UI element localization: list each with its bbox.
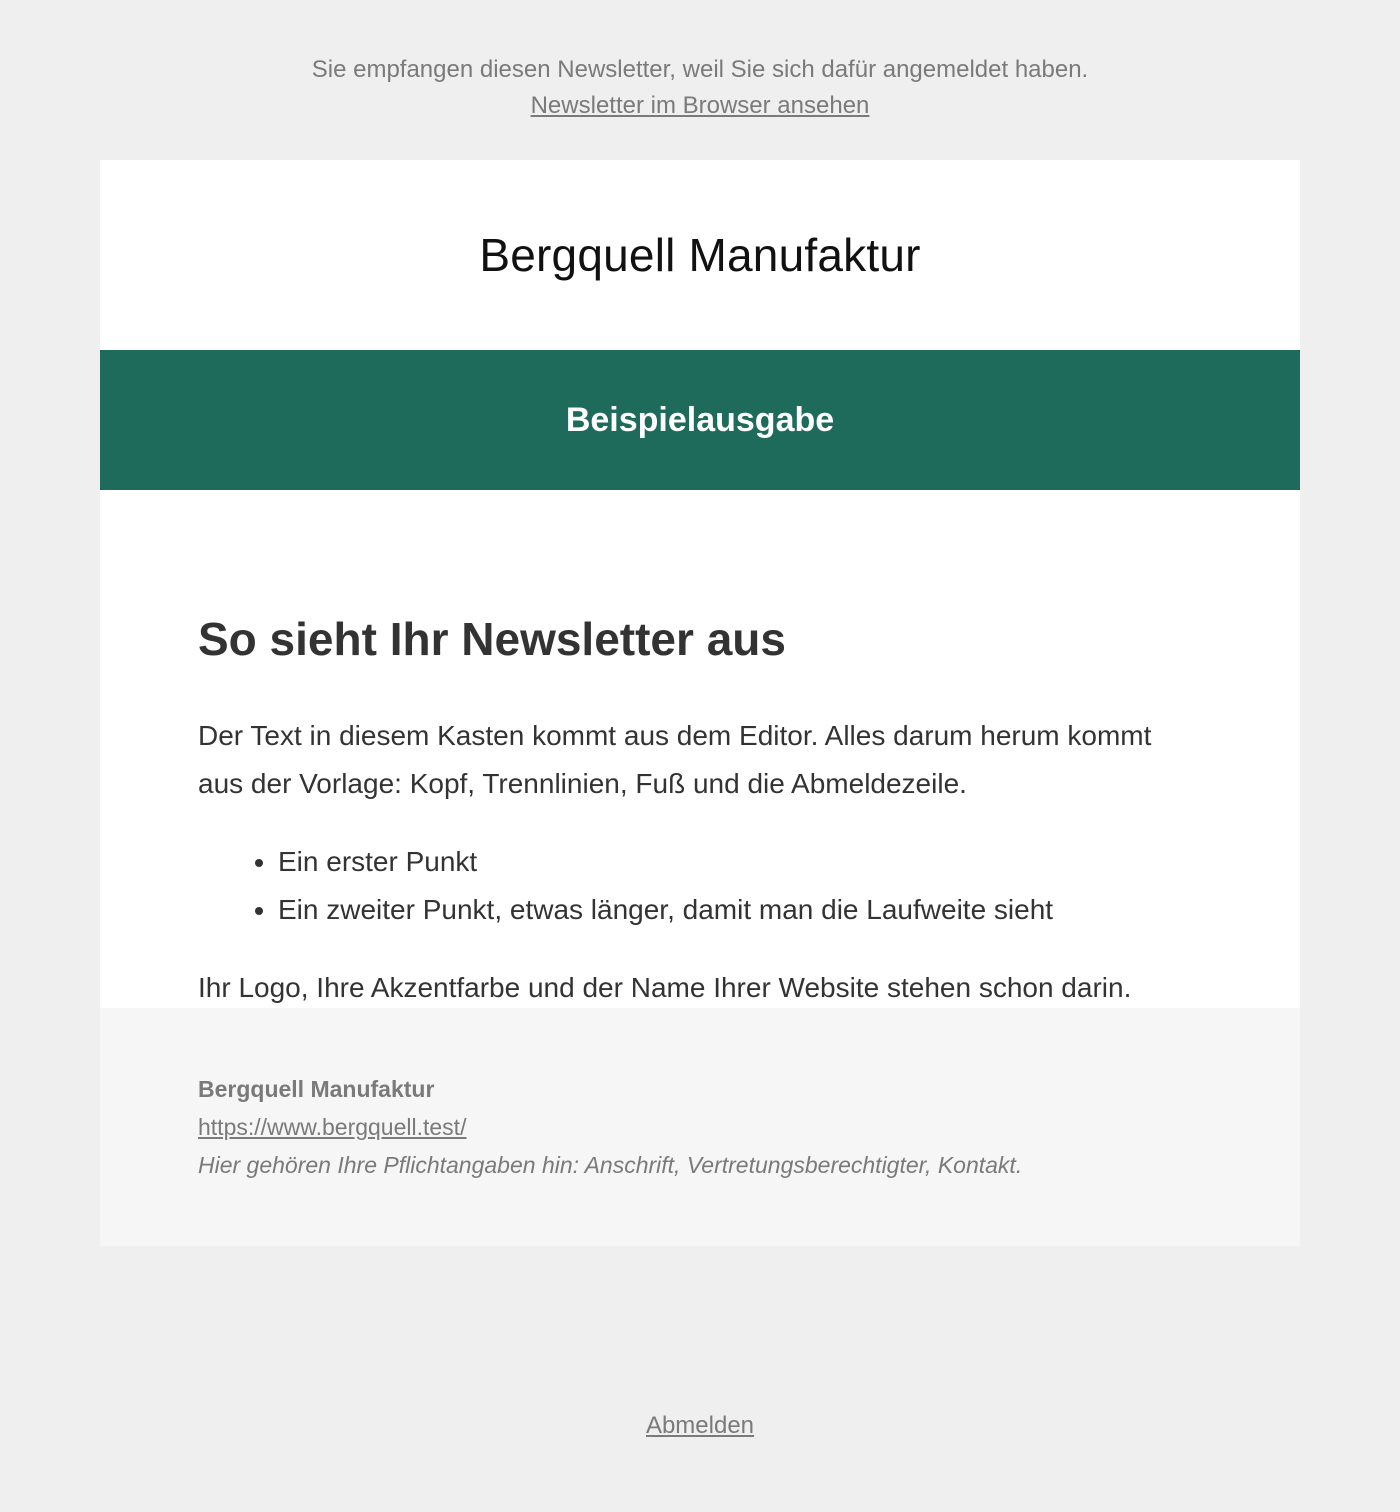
list-item: • Ein erster Punkt bbox=[278, 838, 1202, 886]
unsubscribe-row bbox=[0, 1408, 1400, 1444]
preheader bbox=[0, 0, 1400, 119]
issue-banner-label: Beispielausgabe bbox=[565, 400, 835, 439]
content-intro: Der Text in diesem Kasten kommt aus dem Editor. Alles darum herum kommt aus der Vorlage: Kopf, Trennlinien, Fuß und die Abmeldezeile. bbox=[198, 720, 1152, 799]
newsletter-content bbox=[100, 490, 1300, 1008]
content-list bbox=[198, 838, 1202, 934]
content-heading: So sieht Ihr Newsletter aus bbox=[198, 613, 786, 665]
brand-header bbox=[100, 160, 1300, 350]
brand-name: Bergquell Manufaktur bbox=[479, 229, 921, 281]
unsubscribe-link[interactable]: Abmelden bbox=[645, 1412, 755, 1439]
view-in-browser-link[interactable]: Newsletter im Browser ansehen bbox=[530, 92, 870, 119]
newsletter-footer bbox=[100, 1008, 1300, 1246]
footer-company: Bergquell Manufaktur bbox=[198, 1076, 435, 1102]
issue-banner bbox=[100, 350, 1300, 490]
footer-website-link[interactable]: https://www.bergquell.test/ bbox=[198, 1114, 467, 1140]
content-closing: Ihr Logo, Ihre Akzentfarbe und der Name Ihrer Website stehen schon darin. bbox=[198, 972, 1132, 1003]
preheader-notice: Sie empfangen diesen Newsletter, weil Sie sich dafür angemeldet haben. bbox=[311, 56, 1089, 83]
newsletter-card bbox=[100, 160, 1300, 1246]
list-item: • Ein zweiter Punkt, etwas länger, damit man die Laufweite sieht bbox=[278, 886, 1202, 934]
footer-legal-note: Hier gehören Ihre Pflichtangaben hin: Anschrift, Vertretungsberechtigter, Kontakt. bbox=[198, 1152, 1023, 1178]
